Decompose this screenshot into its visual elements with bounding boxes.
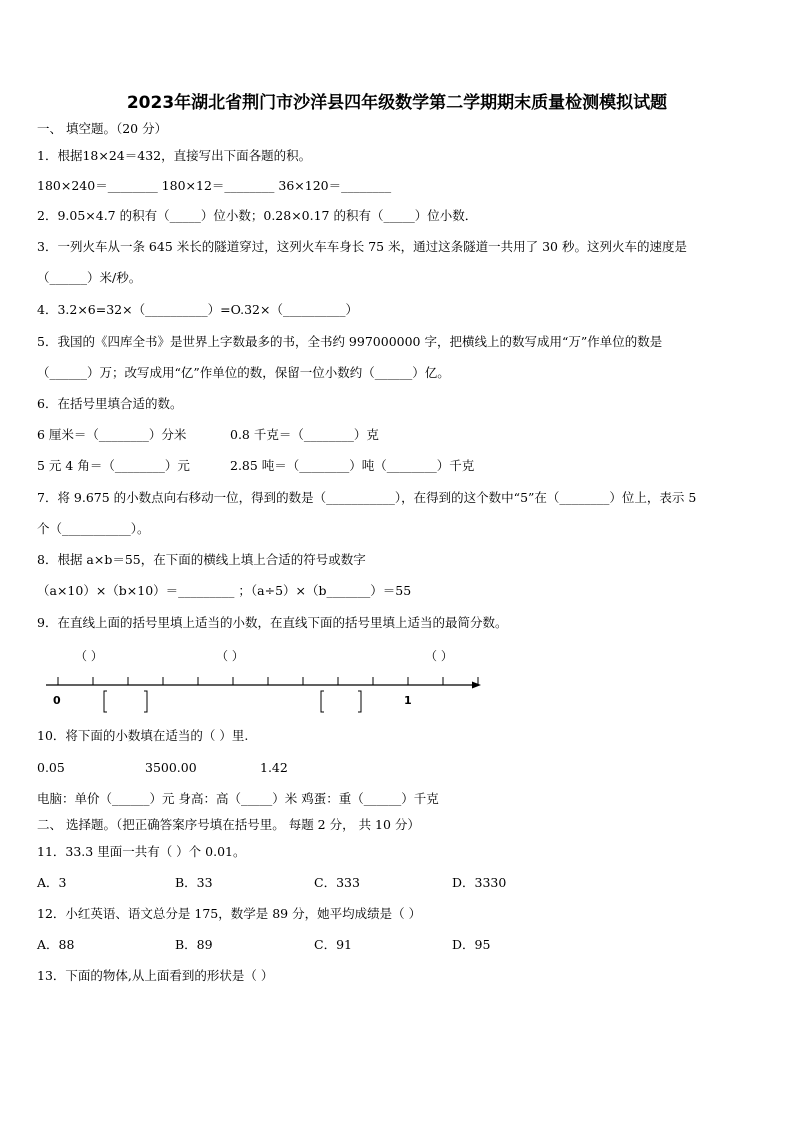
question-12: 12．小红英语、语文总分是 175，数学是 89 分，她平均成绩是（ ） xyxy=(37,906,422,921)
bottom-bracket-1-left xyxy=(104,691,107,712)
question-11-option-c: C．333 xyxy=(314,875,360,890)
question-12-option-a: A．88 xyxy=(37,937,75,952)
question-10-items: 电脑：单价（______）元 身高：高（_____）米 鸡蛋：重（______）千克 xyxy=(37,791,439,806)
number-line-label-0: 0 xyxy=(53,694,61,707)
question-8: 8．根据 a×b＝55，在下面的横线上填上合适的符号或数字 xyxy=(37,552,366,567)
question-12-option-b: B．89 xyxy=(175,937,213,952)
section-heading-2: 二、 选择题。（把正确答案序号填在括号里。 每题 2 分， 共 10 分） xyxy=(37,817,420,832)
top-paren-2: （ ） xyxy=(216,649,244,663)
bottom-bracket-2-right xyxy=(358,691,361,712)
question-6: 6．在括号里填合适的数。 xyxy=(37,396,183,411)
number-line-ticks xyxy=(58,677,478,685)
top-paren-1: （ ） xyxy=(75,649,103,663)
bottom-bracket-1-right xyxy=(144,691,147,712)
question-9: 9．在直线上面的括号里填上适当的小数，在直线下面的括号里填上适当的最简分数。 xyxy=(37,615,508,630)
question-6-item-c: 5 元 4 角＝（________）元 xyxy=(37,458,190,473)
question-3-line2: （______）米/秒。 xyxy=(37,270,142,285)
bottom-bracket-2-left xyxy=(321,691,324,712)
section-heading-1: 一、 填空题。（20 分） xyxy=(37,121,168,136)
question-12-option-c: C．91 xyxy=(314,937,352,952)
question-8-items: （a×10）×（b×10）＝_________ ；（a÷5）×（b_______）＝55 xyxy=(37,583,412,598)
question-10: 10．将下面的小数填在适当的（ ）里. xyxy=(37,728,249,743)
question-6-item-a: 6 厘米＝（________）分米 xyxy=(37,427,187,442)
question-2: 2．9.05×4.7 的积有（_____）位小数；0.28×0.17 的积有（_____）位小数． xyxy=(37,208,478,223)
question-7-line2: 个（___________）。 xyxy=(37,521,150,536)
page-title: 2023年湖北省荆门市沙洋县四年级数学第二学期期末质量检测模拟试题 xyxy=(126,93,668,113)
question-10-number-3: 1.42 xyxy=(260,760,288,775)
question-11-option-d: D．3330 xyxy=(452,875,507,890)
question-5-line1: 5．我国的《四库全书》是世界上字数最多的书，全书约 997000000 字，把横线上的数写成用“万”作单位的数是 xyxy=(37,334,663,349)
top-paren-3: （ ） xyxy=(425,649,453,663)
question-11-option-a: A．3 xyxy=(37,875,67,890)
question-4: 4．3.2×6=32×（__________）=O.32×（__________） xyxy=(37,302,358,317)
question-1: 1．根据18×24＝432，直接写出下面各题的积。 xyxy=(37,148,312,163)
question-13: 13．下面的物体,从上面看到的形状是（ ） xyxy=(37,968,274,983)
question-5-line2: （______）万；改写成用“亿”作单位的数，保留一位小数约（______）亿。 xyxy=(37,365,450,380)
question-3-line1: 3．一列火车从一条 645 米长的隧道穿过，这列火车车身长 75 米，通过这条隧道一共用了 30 秒。这列火车的速度是 xyxy=(37,239,687,254)
question-12-option-d: D．95 xyxy=(452,937,491,952)
question-1-items: 180×240＝________ 180×12＝________ 36×120＝________ xyxy=(37,178,392,193)
question-6-item-b: 0.8 千克＝（________）克 xyxy=(230,427,379,442)
question-10-number-1: 0.05 xyxy=(37,760,65,775)
question-11-option-b: B．33 xyxy=(175,875,213,890)
question-6-item-d: 2.85 吨＝（________）吨（________）千克 xyxy=(230,458,475,473)
number-line-arrow xyxy=(472,682,481,689)
question-11: 11．33.3 里面一共有（ ）个 0.01。 xyxy=(37,844,246,859)
question-7-line1: 7．将 9.675 的小数点向右移动一位，得到的数是（___________），在得到的这个数中“5”在（________）位上，表示 5 xyxy=(37,490,697,505)
question-10-number-2: 3500.00 xyxy=(145,760,197,775)
number-line-label-1: 1 xyxy=(404,694,412,707)
